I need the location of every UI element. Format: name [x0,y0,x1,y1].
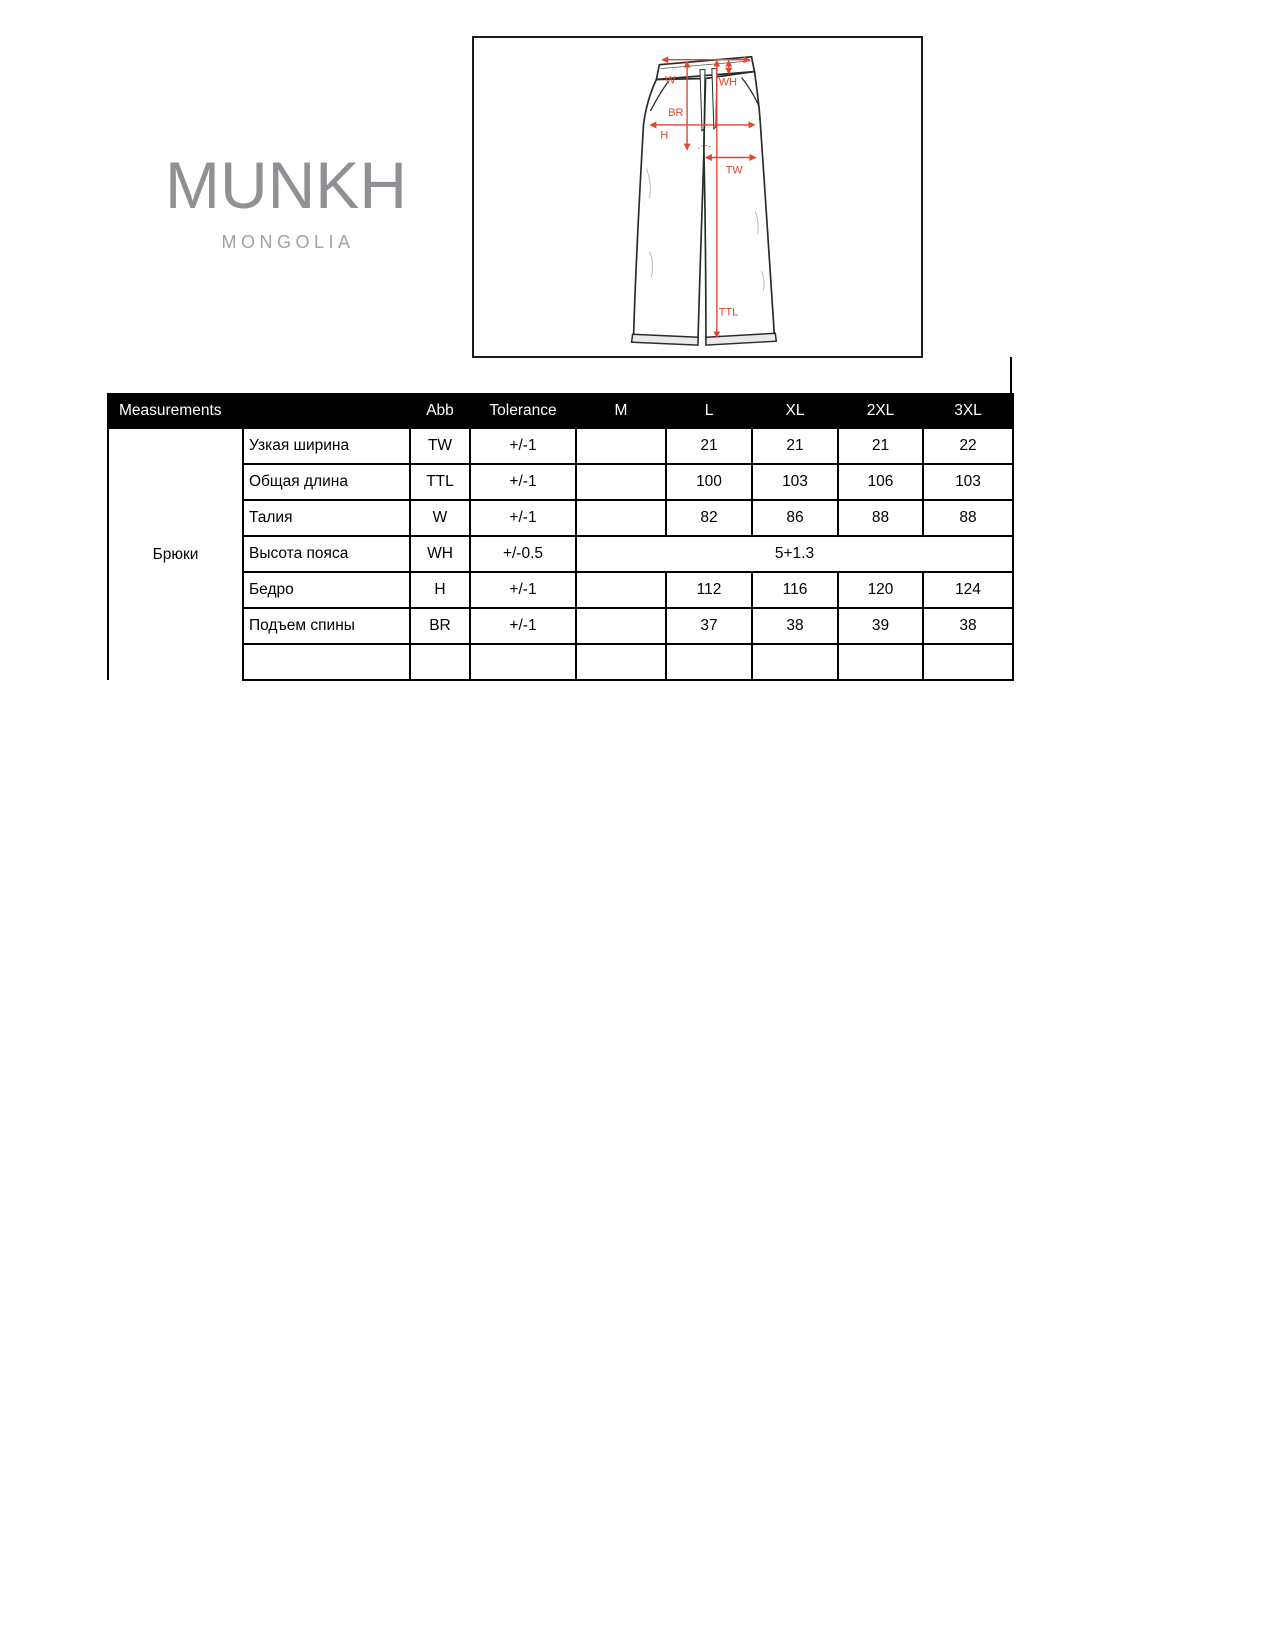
cell-measure-name: Талия [243,500,410,536]
cell-size-2xl: 88 [838,500,923,536]
group-cell-pants: Брюки [108,428,243,680]
cell-size-xl: 21 [752,428,838,464]
measurements-table [107,393,1014,681]
diagram-label-br: BR [668,107,684,120]
header-size-xl: XL [752,394,838,428]
cell-tolerance: +/-1 [470,572,576,608]
cell-size-l: 82 [666,500,752,536]
brand-name: MUNKH [165,148,407,222]
header-measurements: Measurements [108,394,410,428]
cell-abb: TTL [410,464,470,500]
cell-abb: TW [410,428,470,464]
brand-logo [160,148,412,253]
header-tolerance: Tolerance [470,394,576,428]
cell-size-l: 37 [666,608,752,644]
cell-size-2xl: 21 [838,428,923,464]
cell-size-l: 21 [666,428,752,464]
cell-tolerance: +/-1 [470,428,576,464]
table-row [108,428,1013,464]
cell-size-m [576,644,666,680]
header-size-m: M [576,394,666,428]
cell-measure-name: Бедро [243,572,410,608]
cell-size-m [576,572,666,608]
cell-measure-name: Узкая ширина [243,428,410,464]
cell-abb: W [410,500,470,536]
cell-size-xl: 86 [752,500,838,536]
diagram-label-h: H [660,129,669,142]
cell-size-m [576,500,666,536]
cell-size-2xl: 106 [838,464,923,500]
header-size-2xl: 2XL [838,394,923,428]
table-header-row [108,394,1013,428]
cell-tolerance: +/-1 [470,500,576,536]
cell-size-3xl: 124 [923,572,1013,608]
cell-size-m [576,428,666,464]
brand-subtitle: MONGOLIA [221,232,355,252]
cell-size-2xl: 39 [838,608,923,644]
cell-size-3xl: 103 [923,464,1013,500]
cell-size-2xl: 120 [838,572,923,608]
cell-abb: H [410,572,470,608]
cell-size-xl [752,644,838,680]
cell-size-m [576,464,666,500]
cell-size-3xl: 38 [923,608,1013,644]
header-size-3xl: 3XL [923,394,1013,428]
diagram-label-ttl: TTL [718,306,739,319]
cell-abb [410,644,470,680]
cell-tolerance: +/-1 [470,464,576,500]
cell-abb: BR [410,608,470,644]
cell-size-l: 112 [666,572,752,608]
table-right-border-stub [1010,357,1012,395]
cell-tolerance: +/-1 [470,608,576,644]
cell-size-m [576,608,666,644]
cell-size-xl: 103 [752,464,838,500]
cell-tolerance [470,644,576,680]
pants-outline [632,57,777,345]
cell-size-xl: 38 [752,608,838,644]
cell-size-3xl: 22 [923,428,1013,464]
cell-measure-name: Общая длина [243,464,410,500]
cell-abb: WH [410,536,470,572]
table-row [108,500,1013,536]
table-row [108,536,1013,572]
diagram-label-wh: WH [718,76,737,89]
cell-size-3xl [923,644,1013,680]
cell-size-l: 100 [666,464,752,500]
cell-measure-name: Подъем спины [243,608,410,644]
cell-measure-name [243,644,410,680]
header-size-l: L [666,394,752,428]
table-row-empty [108,644,1013,680]
cell-merged-value: 5+1.3 [576,536,1013,572]
diagram-label-w: W [665,74,676,87]
cell-measure-name: Высота пояса [243,536,410,572]
cell-tolerance: +/-0.5 [470,536,576,572]
cell-size-3xl: 88 [923,500,1013,536]
table-row [108,608,1013,644]
header-abb: Abb [410,394,470,428]
table-row [108,572,1013,608]
cell-size-xl: 116 [752,572,838,608]
cell-size-2xl [838,644,923,680]
cell-size-l [666,644,752,680]
garment-diagram-box [472,36,923,358]
pants-sketch [474,38,921,356]
table-row [108,464,1013,500]
diagram-label-tw: TW [725,164,743,177]
